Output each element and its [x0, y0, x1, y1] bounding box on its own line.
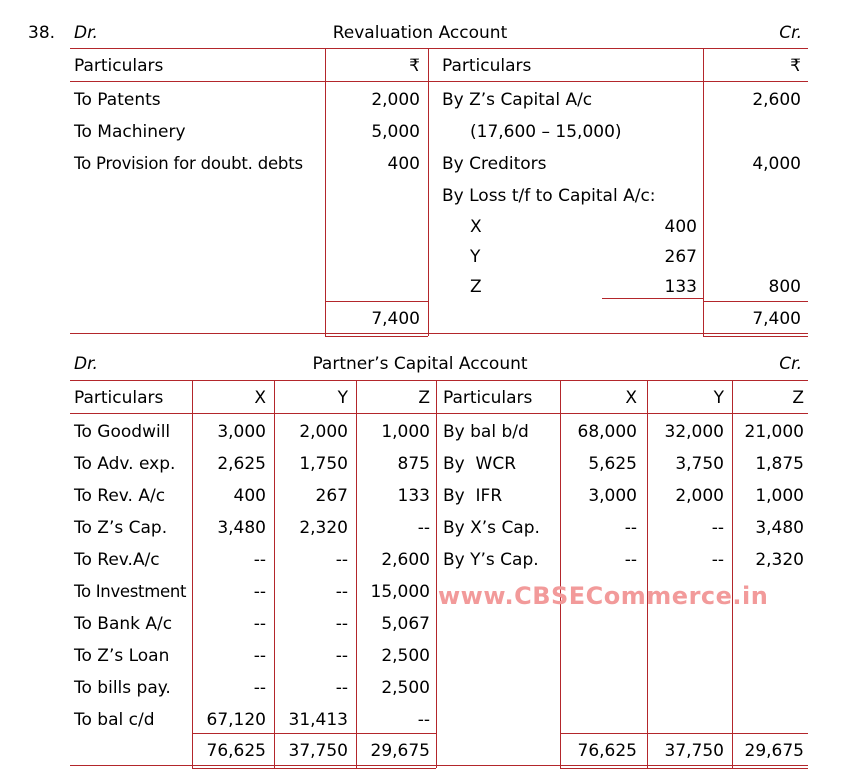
- reval-loss-amount: 133: [664, 277, 697, 297]
- capital-header-rule: [70, 413, 808, 414]
- capital-debit-y: --: [335, 614, 348, 634]
- reval-bottom-rule: [70, 333, 808, 334]
- capital-header-x: X: [254, 388, 266, 408]
- capital-credit-y: 2,000: [675, 486, 724, 506]
- capital-debit-z: 2,500: [381, 646, 430, 666]
- capital-total-y: 37,750: [288, 741, 348, 761]
- capital-credit-z: 3,480: [755, 518, 804, 538]
- reval-total-rule: [703, 301, 808, 302]
- capital-debit-label: To Rev.A/c: [74, 550, 160, 570]
- reval-cr-label: Cr.: [779, 23, 802, 43]
- reval-dr-label: Dr.: [74, 23, 98, 43]
- capital-credit-z: 1,875: [755, 454, 804, 474]
- reval-debit-amount: 2,000: [371, 90, 420, 110]
- capital-credit-label: By WCR: [443, 454, 517, 474]
- capital-header-particulars: Particulars: [74, 388, 164, 408]
- capital-header-y: Y: [713, 388, 724, 408]
- capital-col-divider: [732, 380, 733, 768]
- capital-debit-z: 1,000: [381, 422, 430, 442]
- capital-debit-x: --: [253, 582, 266, 602]
- capital-dr-label: Dr.: [74, 354, 98, 374]
- capital-debit-x: 67,120: [206, 710, 266, 730]
- capital-credit-x: 3,000: [588, 486, 637, 506]
- capital-debit-label: To Rev. A/c: [74, 486, 166, 506]
- capital-double-rule: [560, 768, 808, 769]
- reval-header-particulars: Particulars: [74, 56, 164, 76]
- reval-header-amount: ₹: [790, 56, 801, 76]
- capital-debit-x: --: [253, 678, 266, 698]
- reval-loss-amount: 400: [664, 217, 697, 237]
- reval-title: Revaluation Account: [332, 23, 508, 43]
- capital-header-z: Z: [792, 388, 804, 408]
- capital-credit-x: --: [624, 518, 637, 538]
- capital-debit-z: 133: [397, 486, 430, 506]
- capital-top-rule: [70, 380, 808, 381]
- capital-credit-label: By Y’s Cap.: [443, 550, 539, 570]
- capital-total-x: 76,625: [577, 741, 637, 761]
- capital-debit-z: 2,500: [381, 678, 430, 698]
- reval-loss-partner: Y: [470, 247, 481, 267]
- capital-debit-label: To Investment: [74, 582, 187, 601]
- capital-bottom-rule: [70, 765, 808, 766]
- capital-debit-z: 875: [397, 454, 430, 474]
- capital-total-x: 76,625: [206, 741, 266, 761]
- capital-debit-y: --: [335, 582, 348, 602]
- capital-credit-z: 1,000: [755, 486, 804, 506]
- capital-col-divider: [647, 380, 648, 768]
- capital-debit-y: 2,320: [299, 518, 348, 538]
- capital-credit-y: 3,750: [675, 454, 724, 474]
- capital-debit-y: 1,750: [299, 454, 348, 474]
- capital-debit-label: To Bank A/c: [74, 614, 173, 634]
- capital-debit-z: 15,000: [370, 582, 430, 602]
- capital-header-x: X: [625, 388, 637, 408]
- reval-credit-amount: 4,000: [752, 154, 801, 174]
- capital-debit-y: 2,000: [299, 422, 348, 442]
- capital-col-divider: [560, 380, 561, 768]
- capital-debit-x: --: [253, 646, 266, 666]
- capital-cr-label: Cr.: [779, 354, 802, 374]
- capital-credit-z: 21,000: [744, 422, 804, 442]
- capital-total-z: 29,675: [370, 741, 430, 761]
- watermark: www.CBSECommerce.in: [438, 582, 769, 610]
- reval-header-particulars: Particulars: [442, 56, 532, 76]
- reval-top-rule: [70, 48, 808, 49]
- capital-total-rule: [192, 733, 436, 734]
- reval-loss-subtotal-rule: [602, 298, 703, 299]
- reval-credit-note: (17,600 – 15,000): [470, 122, 622, 142]
- capital-credit-y: --: [711, 550, 724, 570]
- reval-loss-partner: Z: [470, 277, 482, 297]
- reval-debit-label: To Machinery: [74, 122, 186, 142]
- reval-double-rule: [325, 336, 428, 337]
- capital-debit-x: 3,000: [217, 422, 266, 442]
- reval-loss-amount: 267: [664, 247, 697, 267]
- reval-credit-label: By Z’s Capital A/c: [442, 90, 593, 110]
- capital-debit-label: To Goodwill: [74, 422, 171, 442]
- reval-header-amount: ₹: [409, 56, 420, 76]
- capital-col-divider: [436, 380, 437, 768]
- capital-credit-y: --: [711, 518, 724, 538]
- reval-col-divider: [428, 48, 429, 336]
- capital-debit-z: 2,600: [381, 550, 430, 570]
- capital-total-z: 29,675: [744, 741, 804, 761]
- reval-credit-label: By Loss t/f to Capital A/c:: [442, 186, 656, 206]
- capital-debit-label: To Z’s Loan: [74, 646, 170, 666]
- reval-debit-label: To Patents: [74, 90, 161, 110]
- capital-debit-x: --: [253, 550, 266, 570]
- capital-col-divider: [274, 380, 275, 768]
- capital-col-divider: [356, 380, 357, 768]
- capital-debit-label: To bal c/d: [74, 710, 155, 730]
- capital-header-y: Y: [337, 388, 348, 408]
- capital-credit-label: By IFR: [443, 486, 503, 506]
- reval-col-divider: [325, 48, 326, 336]
- capital-total-rule: [560, 733, 808, 734]
- capital-header-z: Z: [418, 388, 430, 408]
- capital-double-rule: [192, 768, 436, 769]
- capital-credit-label: By bal b/d: [443, 422, 529, 442]
- capital-debit-label: To Adv. exp.: [74, 454, 176, 474]
- question-number: 38.: [28, 23, 56, 43]
- reval-debit-amount: 5,000: [371, 122, 420, 142]
- reval-credit-amount: 2,600: [752, 90, 801, 110]
- capital-debit-y: 267: [315, 486, 348, 506]
- capital-credit-x: 68,000: [577, 422, 637, 442]
- capital-debit-label: To bills pay.: [74, 678, 171, 698]
- reval-loss-partner: X: [470, 217, 482, 237]
- capital-title: Partner’s Capital Account: [312, 354, 528, 374]
- reval-total-right: 7,400: [752, 309, 801, 329]
- capital-credit-x: --: [624, 550, 637, 570]
- capital-credit-y: 32,000: [664, 422, 724, 442]
- capital-debit-z: --: [417, 518, 430, 538]
- reval-loss-total: 800: [768, 277, 801, 297]
- capital-debit-x: 400: [233, 486, 266, 506]
- reval-total-left: 7,400: [371, 309, 420, 329]
- reval-debit-label: To Provision for doubt. debts: [74, 154, 303, 173]
- capital-debit-z: 5,067: [381, 614, 430, 634]
- reval-col-divider: [703, 48, 704, 336]
- capital-header-particulars: Particulars: [443, 388, 533, 408]
- capital-debit-x: --: [253, 614, 266, 634]
- capital-credit-label: By X’s Cap.: [443, 518, 540, 538]
- reval-total-rule: [325, 301, 428, 302]
- reval-double-rule: [703, 336, 808, 337]
- reval-header-rule: [70, 81, 808, 82]
- capital-debit-z: --: [417, 710, 430, 730]
- capital-debit-y: --: [335, 678, 348, 698]
- capital-debit-y: 31,413: [288, 710, 348, 730]
- capital-debit-y: --: [335, 550, 348, 570]
- capital-credit-x: 5,625: [588, 454, 637, 474]
- capital-credit-z: 2,320: [755, 550, 804, 570]
- capital-debit-label: To Z’s Cap.: [74, 518, 168, 538]
- capital-total-y: 37,750: [664, 741, 724, 761]
- reval-debit-amount: 400: [387, 154, 420, 174]
- capital-debit-y: --: [335, 646, 348, 666]
- capital-debit-x: 3,480: [217, 518, 266, 538]
- capital-col-divider: [192, 380, 193, 768]
- reval-credit-label: By Creditors: [442, 154, 547, 174]
- capital-debit-x: 2,625: [217, 454, 266, 474]
